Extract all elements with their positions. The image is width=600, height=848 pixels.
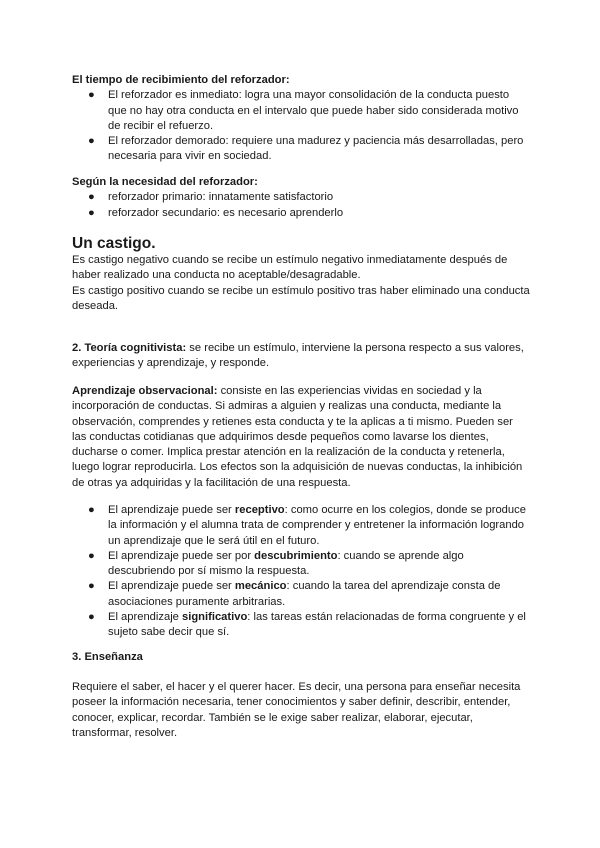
inline-label: 2. Teoría cognitivista: <box>72 342 187 354</box>
paragraph: Es castigo negativo cuando se recibe un estímulo negativo inmediatamente después de haber realizado una conducta no aceptable/desagradable. <box>72 254 508 282</box>
section-ensenanza <box>72 650 530 665</box>
list-item-text: : las tareas están relacionadas de forma congruente y el sujeto sabe decir que sí. <box>108 611 526 639</box>
bullet-icon: ● <box>88 504 95 516</box>
list-item-text: reforzador secundario: es necesario aprenderlo <box>108 206 344 219</box>
section-cognitivista <box>72 341 530 372</box>
bullet-icon: ● <box>88 191 95 204</box>
section-necesidad-reforzador <box>72 175 530 221</box>
paragraph <box>72 341 530 372</box>
list-item-text: : como ocurre en los colegios, donde se produce la información y el alumna trata de comprender y entretener la información logrando un aprendizaje que le será útil en el futuro. <box>108 504 526 547</box>
paragraph <box>72 384 530 491</box>
bullet-list <box>72 190 530 221</box>
list-item <box>72 206 530 221</box>
section-castigo <box>72 234 530 314</box>
bullet-icon: ● <box>88 135 95 148</box>
keyword: descubrimiento <box>254 549 338 562</box>
list-item <box>72 610 530 641</box>
bullet-icon: ● <box>88 206 95 219</box>
bullet-icon: ● <box>88 89 95 102</box>
list-item <box>72 134 530 165</box>
list-item <box>72 579 530 610</box>
keyword: mecánico <box>234 580 287 593</box>
list-item-text: El aprendizaje puede ser por <box>108 549 255 562</box>
section-tipos-aprendizaje <box>72 503 530 641</box>
inline-text: consiste en las experiencias vividas en sociedad y la incorporación de conductas. Si admiras a alguien y realizas una conducta, mediante la observación, comprendes y retienes esta conducta y te la aplicas a ti mismo. Pueden ser las conductas cotidianas que adquirimos desde pequeños como lavarse los dientes, ducharse o comer. Implica prestar atención en la realización de la conducta y retenerla, luego lograr reproducirla. Los efectos son la adquisición de nuevas conductas, la inhibición de otras ya adquiridas y la facilitación de una respuesta. <box>72 385 523 489</box>
list-item-text: : cuando la tarea del aprendizaje consta de asociaciones puramente arbitrarias. <box>108 580 501 608</box>
inline-label: Aprendizaje observacional: <box>72 385 218 397</box>
list-item-text: : cuando se aprende algo descubriendo por sí mismo la respuesta. <box>108 549 464 578</box>
inline-text: se recibe un estímulo, interviene la persona respecto a sus valores, experiencias y aprendizaje, y responde. <box>72 342 524 370</box>
bullet-icon: ● <box>88 611 95 624</box>
list-item <box>72 503 530 549</box>
list-item <box>72 549 530 580</box>
list-item <box>72 88 530 134</box>
section-tiempo-reforzador <box>72 73 530 165</box>
section-heading: El tiempo de recibimiento del reforzador: <box>72 74 290 86</box>
list-item-text: El aprendizaje puede ser <box>108 580 235 593</box>
list-item <box>72 190 530 205</box>
list-item-text: El reforzador demorado: requiere una madurez y paciencia más desarrolladas, pero necesaria para vivir en sociedad. <box>108 135 524 163</box>
bullet-icon: ● <box>88 549 95 562</box>
list-item-text: El aprendizaje puede ser <box>108 504 235 516</box>
section-heading: 3. Enseñanza <box>72 651 143 663</box>
paragraph: Es castigo positivo cuando se recibe un estímulo positivo tras haber eliminado una conducta deseada. <box>72 284 530 312</box>
section-observacional <box>72 384 530 491</box>
bullet-list <box>72 503 530 641</box>
bullet-icon: ● <box>88 580 95 593</box>
list-item-text: El aprendizaje <box>108 611 183 624</box>
section-heading: Según la necesidad del reforzador: <box>72 176 258 188</box>
list-item-text: El reforzador es inmediato: logra una mayor consolidación de la conducta puesto que no hay otra conducta en el intervalo que puede haber sido considerada motivo de recibir el refuerzo. <box>108 89 519 132</box>
section-title: Un castigo. <box>72 235 156 252</box>
keyword: receptivo <box>234 504 285 516</box>
paragraph: Requiere el saber, el hacer y el querer hacer. Es decir, una persona para enseñar necesita poseer la información necesaria, tener conocimientos y saber definir, describir, entender, conocer, explicar, recordar. También se le exige saber realizar, elaborar, ejecutar, transformar, resolver. <box>72 681 521 739</box>
bullet-list <box>72 88 530 164</box>
section-ensenanza-body <box>72 680 530 741</box>
list-item-text: reforzador primario: innatamente satisfactorio <box>108 191 334 204</box>
keyword: significativo <box>182 611 248 624</box>
